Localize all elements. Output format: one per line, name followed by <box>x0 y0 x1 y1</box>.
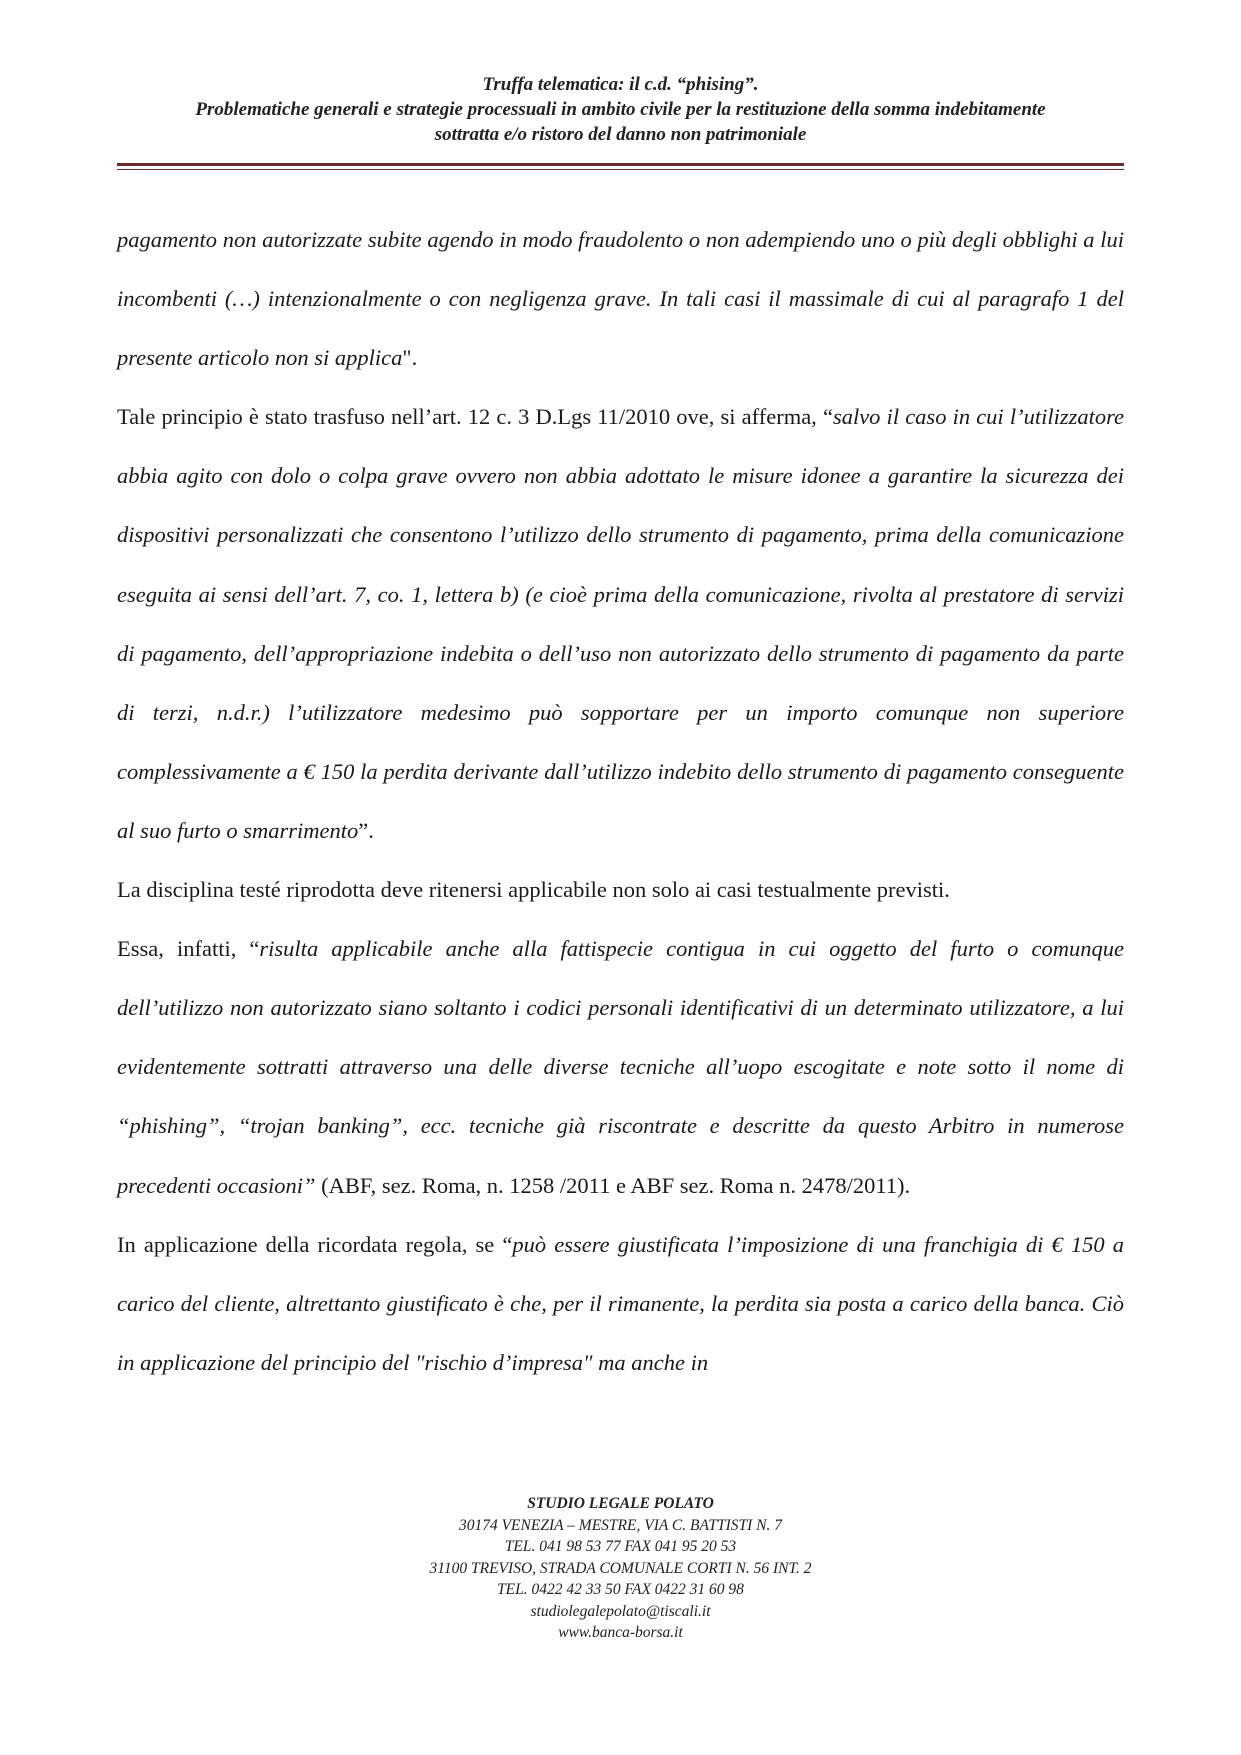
paragraph-1 <box>117 210 1124 387</box>
plain-text: ”. <box>358 817 374 843</box>
footer-address-treviso: 31100 TREVISO, STRADA COMUNALE CORTI N. 56 INT. 2 <box>429 1559 812 1577</box>
plain-text: ". <box>402 345 418 371</box>
plain-text: Essa, infatti, “ <box>117 936 260 962</box>
paragraph-5 <box>117 1215 1124 1392</box>
header-divider-thick <box>117 163 1124 166</box>
paragraph-2 <box>117 387 1124 860</box>
quoted-text: risulta applicabile anche alla fattispecie contigua in cui oggetto del furto o comunque dell’utilizzo non autorizzato siano soltanto i codici personali identificativi di un determinato utilizzatore, a lui evidentemente sottratti attraverso una delle diverse tecniche all’uopo escogitate e note sotto il nome di “phishing”, “trojan banking”, ecc. tecniche già riscontrate e descritte da questo Arbitro in numerose precedenti occasioni” <box>117 936 1124 1198</box>
footer-phone-venezia: TEL. 041 98 53 77 FAX 041 95 20 53 <box>504 1538 737 1555</box>
plain-text: In applicazione della ricordata regola, se “ <box>117 1231 513 1257</box>
quoted-text: può essere giustificata l’imposizione di una franchigia di € 150 a carico del cliente, altrettanto giustificato è che, per il rimanente, la perdita sia posta a carico della banca. Ciò in applicazione del principio del "rischio d’impresa" ma anche in <box>117 1231 1124 1375</box>
paragraph-3 <box>117 860 1124 919</box>
header-title: Truffa telematica: il c.d. “phising”. <box>482 74 759 95</box>
quoted-text: pagamento non autorizzate subite agendo in modo fraudolento o non adempiendo uno o più degli obblighi a lui incombenti (…) intenzionalmente o con negligenza grave. In tali casi il massimale di cui al paragrafo 1 del presente articolo non si applica <box>117 227 1124 371</box>
header-subtitle-line2: sottratta e/o ristoro del danno non patrimoniale <box>434 124 807 145</box>
plain-text: Tale principio è stato trasfuso nell’art. 12 c. 3 D.Lgs 11/2010 ove, si afferma, “ <box>117 404 833 430</box>
document-body <box>117 210 1124 1392</box>
header-divider-thin <box>117 169 1124 170</box>
quoted-text: salvo il caso in cui l’utilizzatore abbia agito con dolo o colpa grave ovvero non abbia adottato le misure idonee a garantire la sicurezza dei dispositivi personalizzati che consentono l’utilizzo dello strumento di pagamento, prima della comunicazione eseguita ai sensi dell’art. 7, co. 1, lettera b) (e cioè prima della comunicazione, rivolta al prestatore di servizi di pagamento, dell’appropriazione indebita o dell’uso non autorizzato dello strumento di pagamento da parte di terzi, n.d.r.) l’utilizzatore medesimo può sopportare per un importo comunque non superiore complessivamente a € 150 la perdita derivante dall’utilizzo indebito dello strumento di pagamento conseguente al suo furto o smarrimento <box>117 404 1124 843</box>
page-footer <box>117 1493 1124 1644</box>
header-subtitle-line1: Problematiche generali e strategie processuali in ambito civile per la restituzione della somma indebitamente <box>195 99 1046 120</box>
paragraph-4 <box>117 919 1124 1214</box>
plain-text: (ABF, sez. Roma, n. 1258 /2011 e ABF sez. Roma n. 2478/2011). <box>315 1172 911 1198</box>
footer-website: www.banca-borsa.it <box>558 1624 683 1641</box>
plain-text: La disciplina testé riprodotta deve ritenersi applicabile non solo ai casi testualmente previsti. <box>117 877 950 903</box>
footer-email: studiolegalepolato@tiscali.it <box>530 1602 711 1620</box>
footer-phone-treviso: TEL. 0422 42 33 50 FAX 0422 31 60 98 <box>497 1581 744 1598</box>
footer-firm-name: STUDIO LEGALE POLATO <box>527 1495 714 1512</box>
footer-address-venezia: 30174 VENEZIA – MESTRE, VIA C. BATTISTI N. 7 <box>458 1516 783 1534</box>
page-header <box>117 72 1124 147</box>
